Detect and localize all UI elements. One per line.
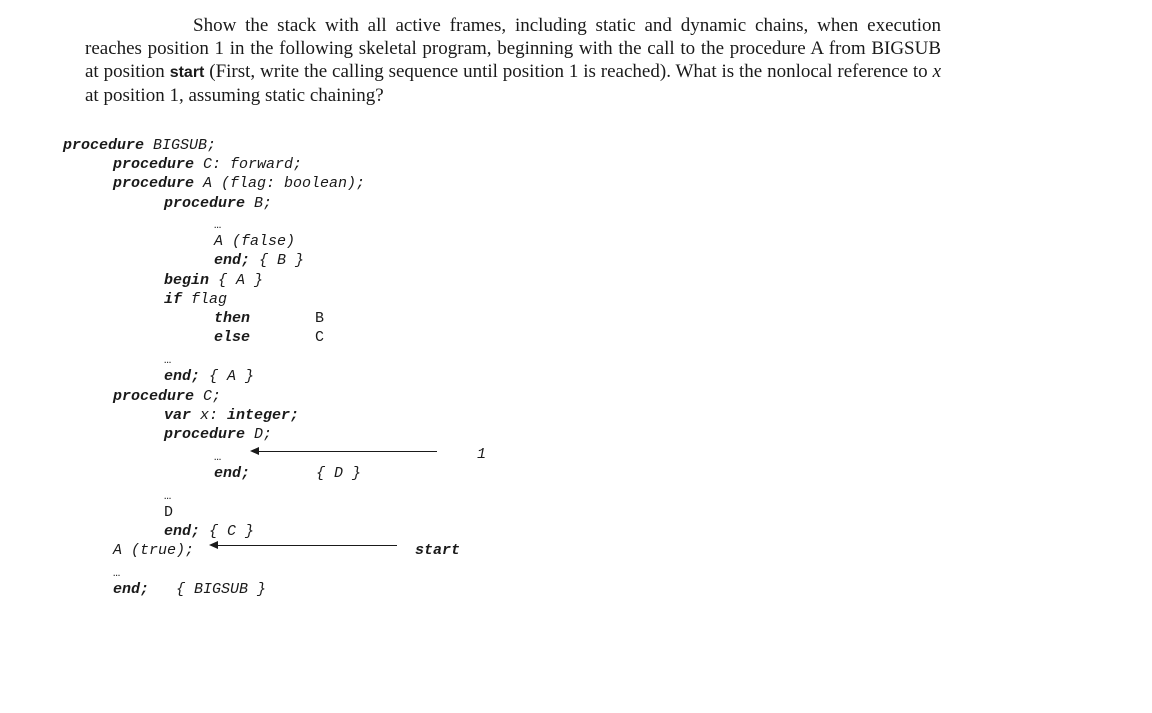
- code-line-3: procedure A (flag: boolean);: [113, 175, 366, 192]
- code-line-16: procedure D;: [164, 426, 273, 443]
- code-line-21: end; { C }: [164, 523, 255, 540]
- problem-text-2: (First, write the calling sequence until position 1 is reached). What is the nonlocal reference to: [204, 61, 933, 82]
- problem-start-word: start: [169, 64, 205, 81]
- problem-statement: [85, 14, 941, 107]
- code-line-8: begin { A }: [164, 272, 264, 289]
- code-line-13: end; { A }: [164, 368, 255, 385]
- code-line-22: A (true);: [113, 542, 195, 559]
- code-then: then: [214, 310, 251, 327]
- code-line-1: procedure BIGSUB;: [63, 137, 217, 154]
- code-line-15: var x: integer;: [164, 407, 300, 424]
- code-line-9: if flag: [164, 291, 228, 308]
- code-line-4: procedure B;: [164, 195, 273, 212]
- code-then-b: B: [315, 310, 325, 327]
- code-line-24: end;: [113, 581, 150, 598]
- code-line-18: end;: [214, 465, 251, 482]
- problem-text-3: at position 1, assuming static chaining?: [85, 85, 384, 106]
- code-ellipsis-2: …: [164, 353, 172, 367]
- code-ellipsis-3: …: [214, 450, 222, 464]
- problem-var-x: x: [932, 61, 941, 82]
- code-line-6: A (false): [214, 233, 296, 250]
- code-line-24-comment: { BIGSUB }: [176, 581, 267, 598]
- start-label: start: [415, 542, 461, 559]
- code-line-2: procedure C: forward;: [113, 156, 303, 173]
- code-ellipsis-4: …: [164, 489, 172, 503]
- code-line-20: D: [164, 504, 174, 521]
- position-1-arrow: [258, 451, 437, 452]
- code-ellipsis-5: …: [113, 566, 121, 580]
- position-1-label: 1: [477, 446, 487, 463]
- start-arrow: [217, 545, 397, 546]
- code-line-7: end; { B }: [214, 252, 305, 269]
- code-line-18-comment: { D }: [316, 465, 362, 482]
- problem-text-1: Show the stack with all active frames, including static and dynamic chains, when execution reaches position 1 in the following skeletal program, beginning with the call to the procedure A from BIGSUB at position: [85, 15, 941, 82]
- code-else: else: [214, 329, 251, 346]
- code-line-14: procedure C;: [113, 388, 222, 405]
- code-else-c: C: [315, 329, 325, 346]
- code-ellipsis-1: …: [214, 218, 222, 232]
